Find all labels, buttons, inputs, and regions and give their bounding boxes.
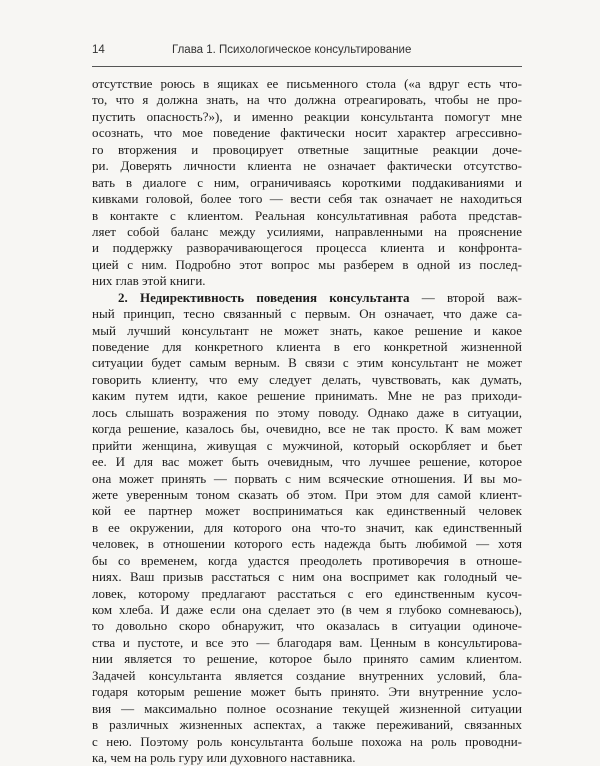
text-line: Задачей консультанта является создание внутренних условий, бла-: [92, 667, 522, 683]
text-line: человек, в отношении которого есть надежда быть любимой — хотя: [92, 536, 522, 552]
text-line: когда решение, казалось бы, очевидно, все не так просто. К вам может: [92, 421, 522, 437]
text-line: осознать, что мое поведение фактически носит характер агрессивно-: [92, 125, 522, 141]
text-line: вать в диалоге с ним, ограничиваясь короткими поддакиваниями и: [92, 174, 522, 190]
text-line: ка, чем на роль гуру или духовного наставника.: [92, 749, 356, 765]
text-line: отсутствие роюсь в ящиках ее письменного стола («а вдруг есть что-: [92, 76, 522, 91]
text-line: ляет собой баланс между усилиями, направленными на прояснение: [92, 223, 522, 239]
text-line: годаря которым решение может быть принято. Эти внутренние усло-: [92, 684, 522, 700]
text-line: кивками головой, более того — вести себя так означает не находиться: [92, 191, 522, 207]
text-line: ситуации будет самым верным. В связи с этим консультант не может: [92, 355, 522, 371]
text-line: них глав этой книги.: [92, 273, 206, 289]
lead-line-rest: — второй важ-: [409, 289, 522, 305]
text-line: ее. И для вас может быть очевидным, что лучшее решение, которое: [92, 454, 522, 470]
text-line: она может принять — порвать с ним всяческие отношения. И вы мо-: [92, 470, 522, 486]
text-line: лось слышать возражения по этому поводу. Однако даже в ситуации,: [92, 404, 522, 420]
text-line: ства и пустоте, и все это — благодаря вам. Ценным в консультирова-: [92, 634, 522, 650]
text-line: мый лучший консультант не может знать, какое решение и какое: [92, 322, 522, 338]
text-line: ный принцип, тесно связанный с первым. Он означает, что даже са-: [92, 306, 522, 322]
text-line: в ее окружении, для которого она что-то значит, как единственный: [92, 519, 522, 535]
paragraph-2: [92, 290, 522, 766]
text-line: в различных жизненных аспектах, а также переживаний, связанных: [92, 717, 522, 733]
text-line: ком хлеба. И даже если она сделает это (в чем я глубоко сомневаюсь),: [92, 602, 522, 617]
text-line: цией с ним. Подробно этот вопрос мы разберем в одной из послед-: [92, 256, 522, 272]
text-line: ри. Доверять личности клиента не означает фактически отсутство-: [92, 158, 522, 174]
text-line: ловек, которому предлагают расстаться с его единственным кусоч-: [92, 585, 522, 601]
text-line: то довольно скоро обнаружит, что оказалась в ситуации одиноче-: [92, 618, 522, 634]
text-line: кой ее партнер может восприниматься как единственный человек: [92, 503, 522, 519]
text-line: прийти женщина, живущая с мужчиной, который оскорбляет и бьет: [92, 437, 522, 453]
principle-heading: 2. Недирективность поведения консультанта: [118, 289, 410, 305]
body-text: [92, 76, 522, 766]
text-line: в контакте с клиентом. Реальная консультативная работа представ-: [92, 207, 522, 223]
text-line: жете уверенным тоном сказать об этом. При этом для самой клиент-: [92, 486, 522, 502]
text-line: поведение для конкретного клиента в его конкретной жизненной: [92, 339, 522, 354]
text-line: нии является то решение, которое было принято самим клиентом.: [92, 651, 522, 667]
text-line: го вторжения и провоцирует ответные защитные реакции доче-: [92, 141, 522, 157]
text-line: бы со временем, когда удастся преодолеть противоречия в отноше-: [92, 552, 522, 568]
text-line: то, что я должна знать, на что должна отреагировать, чтобы не про-: [92, 92, 522, 108]
text-line: каким путем идти, какое решение принимать. Мне не раз приходи-: [92, 388, 522, 404]
text-line: с нею. Поэтому роль консультанта больше похожа на роль проводни-: [92, 733, 522, 749]
paragraph-lead-line: [92, 290, 522, 306]
header-rule: [92, 66, 522, 67]
text-line: говорить клиенту, что ему следует делать, чувствовать, как думать,: [92, 371, 522, 387]
text-line: пустить опасность?»), и именно реакции консультанта помогут мне: [92, 108, 522, 124]
paragraph-1: [92, 76, 522, 290]
running-header: [92, 44, 522, 64]
page-number: 14: [92, 44, 105, 56]
text-line: вия — максимально полное осознание текущей жизненной ситуации: [92, 700, 522, 716]
text-line: ниях. Ваш призыв расстаться с ним она воспримет как голодный че-: [92, 569, 522, 585]
text-line: и поддержку разворачивающегося процесса клиента и конфронта-: [92, 240, 522, 256]
chapter-title: Глава 1. Психологическое консультирование: [172, 44, 412, 56]
